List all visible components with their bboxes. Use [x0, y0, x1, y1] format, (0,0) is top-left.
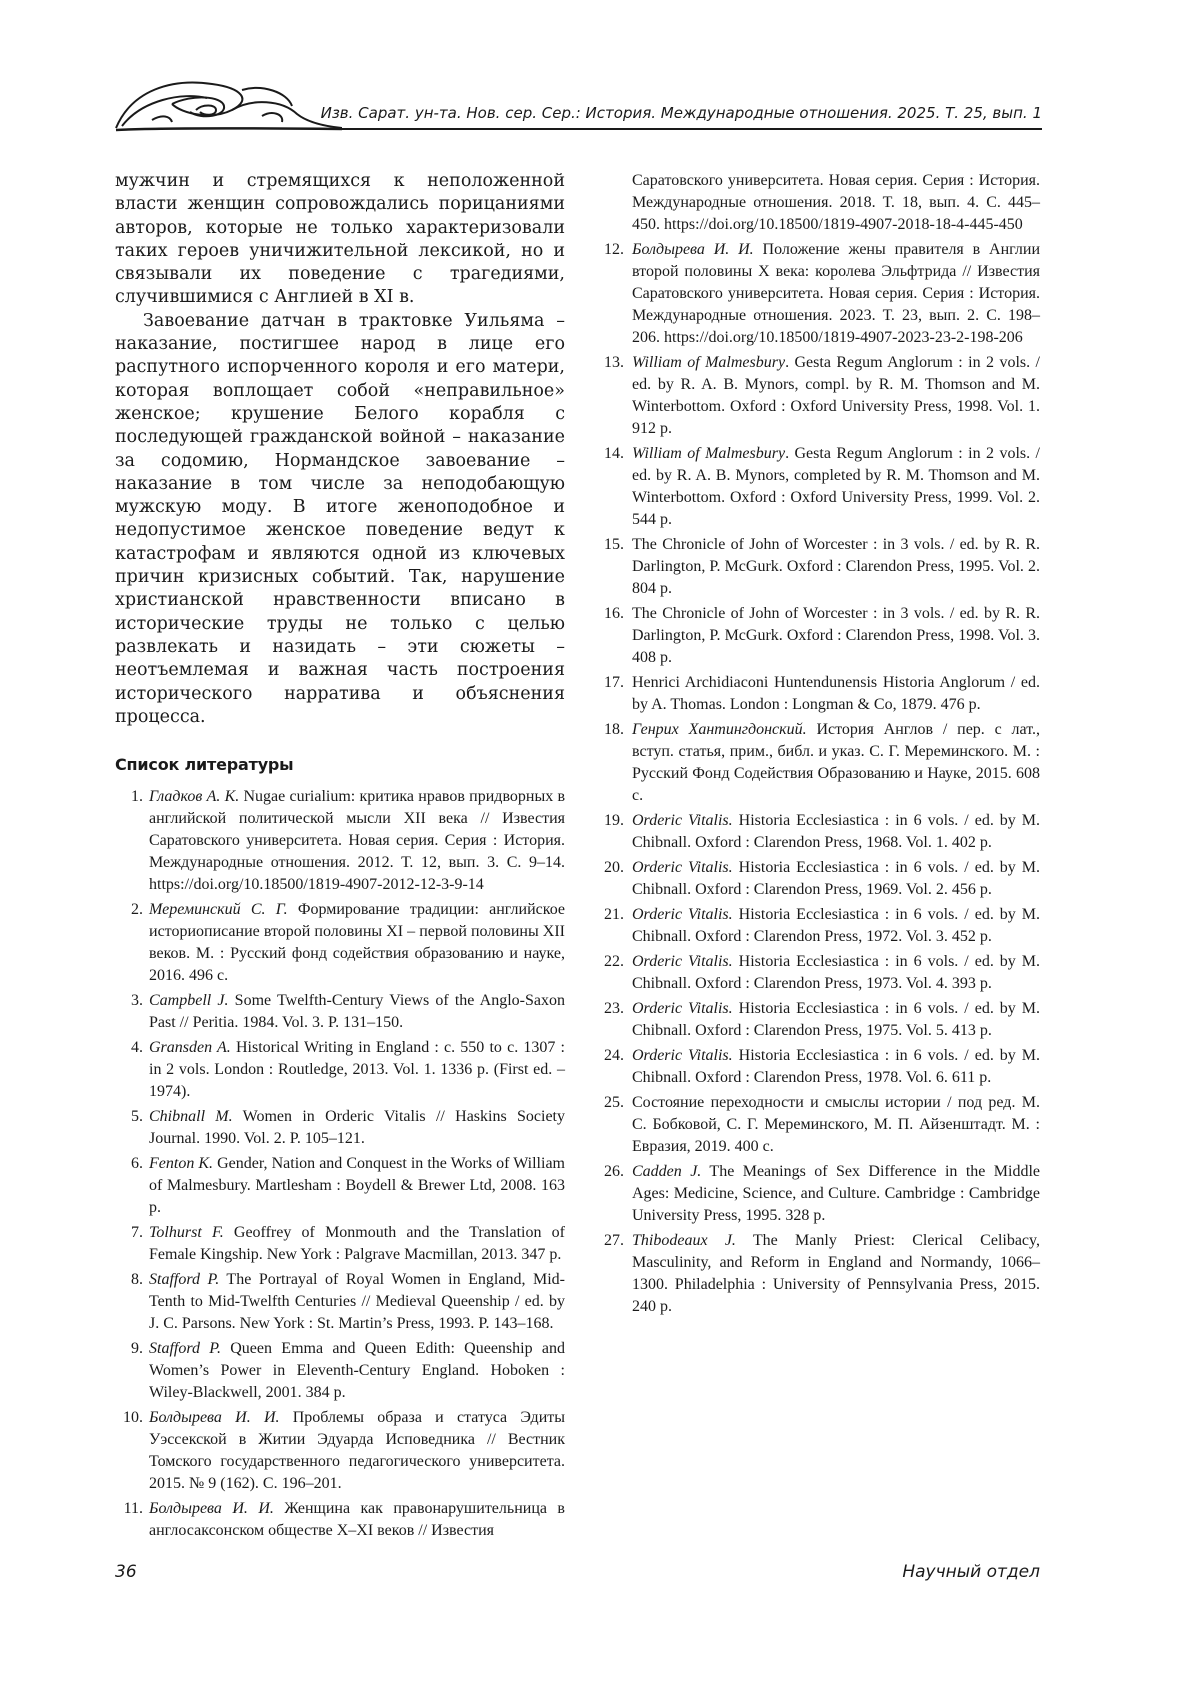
reference-text: The Portrayal of Royal Women in England, Mid-Tenth to Mid-Twelfth Centuries // Medieval Queenship / ed. by J. C. Parsons. New York : St. Martin’s Press, 1993. P. 143–168.: [149, 1271, 565, 1333]
reference-author: Chibnall M.: [149, 1108, 233, 1126]
reference-item: [115, 1407, 565, 1495]
reference-author: Болдырева И. И.: [149, 1500, 274, 1518]
reference-text: Положение жены правителя в Англии второй половины X века: королева Эльфтрида // Известия Саратовского университета. Новая серия. Серия : История. Международные отношения. 2023. Т. 23, вып. 2. С. 198–206. https://doi.org/10.18500/1819-4907-2023-23-2-198-206: [632, 241, 1041, 346]
reference-number: 10.: [123, 1409, 143, 1427]
reference-author: Stafford P.: [149, 1271, 220, 1289]
reference-text: Historia Ecclesiastica : in 6 vols. / ed. by M. Chibnall. Oxford : Clarendon Press, 1968. Vol. 1. 402 p.: [632, 812, 1041, 851]
reference-text: Женщина как правонарушительница в англосаксонском обществе X–XI веков // Известия: [149, 1500, 565, 1540]
reference-item: [115, 1106, 565, 1150]
reference-text: Формирование традиции: английское историописание второй половины XI – первой половины XII веков. М. : Русский фонд содействия образованию и науке, 2016. 496 с.: [149, 901, 565, 985]
reference-author: Болдырева И. И.: [632, 241, 754, 258]
reference-author: Campbell J.: [149, 992, 229, 1010]
reference-item: [600, 1230, 1040, 1318]
reference-author: Cadden J.: [632, 1163, 702, 1180]
reference-number: 22.: [604, 953, 624, 970]
reference-number: 25.: [604, 1094, 624, 1111]
page-header: [112, 70, 1042, 134]
reference-number: 11.: [123, 1500, 143, 1518]
right-column: [600, 170, 1040, 1321]
reference-text: Historia Ecclesiastica : in 6 vols. / ed. by M. Chibnall. Oxford : Clarendon Press, 1973. Vol. 4. 393 p.: [632, 953, 1041, 992]
reference-item: [600, 1045, 1040, 1089]
reference-number: 20.: [604, 859, 624, 876]
reference-author: Stafford P.: [149, 1340, 221, 1358]
reference-item: [115, 1037, 565, 1103]
reference-text: Some Twelfth-Century Views of the Anglo-Saxon Past // Peritia. 1984. Vol. 3. P. 131–150.: [149, 992, 566, 1032]
reference-number: 18.: [604, 721, 624, 738]
reference-item: [600, 352, 1040, 440]
reference-item: [600, 998, 1040, 1042]
reference-item: [115, 1269, 565, 1335]
reference-text: The Meanings of Sex Difference in the Middle Ages: Medicine, Science, and Culture. Cambridge : Cambridge University Press, 1995. 328 p.: [632, 1163, 1040, 1224]
reference-text: The Chronicle of John of Worcester : in 3 vols. / ed. by R. R. Darlington, P. McGurk. Oxford : Clarendon Press, 1998. Vol. 3. 408 p.: [632, 605, 1040, 666]
reference-author: Tolhurst F.: [149, 1224, 224, 1242]
reference-text: Geoffrey of Monmouth and the Translation of Female Kingship. New York : Palgrave Macmillan, 2013. 347 p.: [149, 1224, 565, 1264]
reference-item: [600, 1161, 1040, 1227]
reference-item: [115, 1153, 565, 1219]
reference-item: [600, 672, 1040, 716]
reference-number: 8.: [131, 1271, 143, 1289]
reference-number: 27.: [604, 1232, 624, 1249]
reference-text: Historical Writing in England : c. 550 to c. 1307 : in 2 vols. London : Routledge, 2013. Vol. 1. 1336 p. (First ed. – 1974).: [149, 1039, 566, 1101]
references-heading: Список литературы: [115, 755, 294, 775]
header-rule: [327, 128, 1042, 130]
reference-text: Gender, Nation and Conquest in the Works of William of Malmesbury. Martlesham : Boydell & Brewer Ltd, 2008. 163 p.: [149, 1155, 565, 1217]
reference-author: Orderic Vitalis.: [632, 1047, 733, 1064]
reference-item: [600, 810, 1040, 854]
reference-item: [115, 1222, 565, 1266]
reference-author: William of Malmesbury: [632, 354, 786, 371]
reference-number: 6.: [131, 1155, 143, 1173]
reference-author: William of Malmesbury: [632, 445, 786, 462]
reference-item: [600, 534, 1040, 600]
left-column: [115, 170, 565, 1545]
reference-number: 19.: [604, 812, 624, 829]
reference-text: Проблемы образа и статуса Эдиты Уэссекской в Житии Эдуарда Исповедника // Вестник Томского государственного педагогического университета. 2015. № 9 (162). С. 196–201.: [149, 1409, 565, 1493]
reference-number: 23.: [604, 1000, 624, 1017]
reference-item: [115, 1498, 565, 1542]
reference-number: 16.: [604, 605, 624, 622]
reference-number: 17.: [604, 674, 624, 691]
page-number: 36: [115, 1562, 137, 1582]
reference-number: 3.: [131, 992, 143, 1010]
section-name: Научный отдел: [902, 1562, 1040, 1582]
reference-item: [600, 239, 1040, 349]
reference-text: Historia Ecclesiastica : in 6 vols. / ed. by M. Chibnall. Oxford : Clarendon Press, 1969. Vol. 2. 456 p.: [632, 859, 1041, 898]
body-paragraph-2: Завоевание датчан в трактовке Уильяма – наказание, постигшее народ в лице его распутного испорченного короля и его матери, которая воплощает собой «неправильное» женское; крушение Белого корабля с последующей гражданской войной – наказание за содомию, Нормандское завоевание – наказание в том числе за неподобающую мужскую моду. В итоге женоподобное и недопустимое женское поведение ведут к катастрофам и являются одной из ключевых причин кризисных событий. Так, нарушение христианской нравственности вписано в исторические труды не только с целью развлекать и назидать – эти сюжеты – неотъемлемая и важная часть построения исторического нарратива и объяснения процесса.: [115, 310, 565, 727]
reference-number: 14.: [604, 445, 624, 462]
reference-number: 1.: [131, 788, 143, 806]
reference-item: [115, 1338, 565, 1404]
reference-item: [600, 719, 1040, 807]
reference-number: 5.: [131, 1108, 143, 1126]
reference-number: 26.: [604, 1163, 624, 1180]
reference-author: Orderic Vitalis.: [632, 953, 733, 970]
reference-item: [600, 1092, 1040, 1158]
reference-number: 7.: [131, 1224, 143, 1242]
reference-11-continuation: Саратовского университета. Новая серия. Серия : История. Международные отношения. 2018. Т. 18, вып. 4. С. 445–450. https://doi.org/10.18500/1819-4907-2018-18-4-445-450: [632, 172, 1040, 233]
reference-text: История Англов / пер. с лат., вступ. статья, прим., библ. и указ. С. Г. Мереминского. М. : Русский Фонд Содействия Образованию и Науке, 2015. 608 с.: [632, 721, 1041, 804]
reference-author: Гладков А. К.: [149, 788, 240, 806]
reference-text: Historia Ecclesiastica : in 6 vols. / ed. by M. Chibnall. Oxford : Clarendon Press, 1978. Vol. 6. 611 p.: [632, 1047, 1041, 1086]
reference-author: Мереминский С. Г.: [149, 901, 288, 919]
reference-item: [600, 951, 1040, 995]
reference-text: . Gesta Regum Anglorum : in 2 vols. / ed. by R. A. B. Mynors, compl. by R. M. Thomson and M. Winterbottom. Oxford : Oxford University Press, 1998. Vol. 1. 912 p.: [632, 354, 1040, 437]
reference-text: Women in Orderic Vitalis // Haskins Society Journal. 1990. Vol. 2. P. 105–121.: [149, 1108, 565, 1148]
reference-number: 4.: [131, 1039, 143, 1057]
reference-author: Gransden A.: [149, 1039, 231, 1057]
reference-author: Orderic Vitalis.: [632, 906, 733, 923]
reference-item: [115, 786, 565, 896]
reference-text: Состояние переходности и смыслы истории / под ред. М. С. Бобковой, С. Г. Мереминского, М. П. Айзенштадт. М. : Евразия, 2019. 400 с.: [632, 1094, 1040, 1155]
reference-item: [600, 443, 1040, 531]
reference-item: [600, 857, 1040, 901]
reference-text: The Chronicle of John of Worcester : in 3 vols. / ed. by R. R. Darlington, P. McGurk. Oxford : Clarendon Press, 1995. Vol. 2. 804 p.: [632, 536, 1040, 597]
reference-item: [115, 899, 565, 987]
reference-author: Orderic Vitalis.: [632, 812, 733, 829]
reference-author: Генрих Хантингдонский.: [632, 721, 807, 738]
references-list-right: [600, 239, 1040, 1318]
reference-text: . Gesta Regum Anglorum : in 2 vols. / ed. by R. A. B. Mynors, completed by R. M. Thomson and M. Winterbottom. Oxford : Oxford University Press, 1999. Vol. 2. 544 p.: [632, 445, 1040, 528]
journal-logo-icon: [112, 70, 342, 134]
reference-number: 24.: [604, 1047, 624, 1064]
reference-text: Henrici Archidiaconi Huntendunensis Historia Anglorum / ed. by A. Thomas. London : Longman & Co, 1879. 476 p.: [632, 674, 1040, 713]
reference-item: [600, 904, 1040, 948]
reference-author: Болдырева И. И.: [149, 1409, 280, 1427]
reference-author: Thibodeaux J.: [632, 1232, 736, 1249]
reference-text: Historia Ecclesiastica : in 6 vols. / ed. by M. Chibnall. Oxford : Clarendon Press, 1972. Vol. 3. 452 p.: [632, 906, 1041, 945]
body-paragraph-1: мужчин и стремящихся к неположенной власти женщин сопровождались порицаниями авторов, которые не только характеризовали таких героев уничижительной лексикой, но и связывали их поведение с трагедиями, случившимися с Англией в XI в.: [115, 171, 565, 308]
reference-item: [115, 990, 565, 1034]
reference-author: Orderic Vitalis.: [632, 1000, 733, 1017]
reference-text: Queen Emma and Queen Edith: Queenship and Women’s Power in Eleventh-Century England. Hoboken : Wiley-Blackwell, 2001. 384 p.: [149, 1340, 565, 1402]
reference-text: The Manly Priest: Clerical Celibacy, Masculinity, and Reform in England and Normandy, 1066–1300. Philadelphia : University of Pennsylvania Press, 2015. 240 p.: [632, 1232, 1040, 1315]
reference-author: Orderic Vitalis.: [632, 859, 733, 876]
reference-number: 12.: [604, 241, 624, 258]
running-head: Изв. Сарат. ун-та. Нов. сер. Сер.: История. Международные отношения. 2025. Т. 25, вып. 1: [320, 104, 1042, 122]
reference-text: Historia Ecclesiastica : in 6 vols. / ed. by M. Chibnall. Oxford : Clarendon Press, 1975. Vol. 5. 413 p.: [632, 1000, 1041, 1039]
reference-number: 9.: [131, 1340, 143, 1358]
references-list-left: [115, 786, 565, 1542]
reference-number: 21.: [604, 906, 624, 923]
reference-number: 15.: [604, 536, 624, 553]
reference-text: Nugae curialium: критика нравов придворных в английской политической мысли XII века // Известия Саратовского университета. Новая серия. Серия : История. Международные отношения. 2012. Т. 12, вып. 3. С. 9–14. https://doi.org/10.18500/1819-4907-2012-12-3-9-14: [149, 788, 566, 894]
reference-number: 2.: [131, 901, 143, 919]
reference-item: [600, 603, 1040, 669]
reference-author: Fenton K.: [149, 1155, 214, 1173]
reference-number: 13.: [604, 354, 624, 371]
